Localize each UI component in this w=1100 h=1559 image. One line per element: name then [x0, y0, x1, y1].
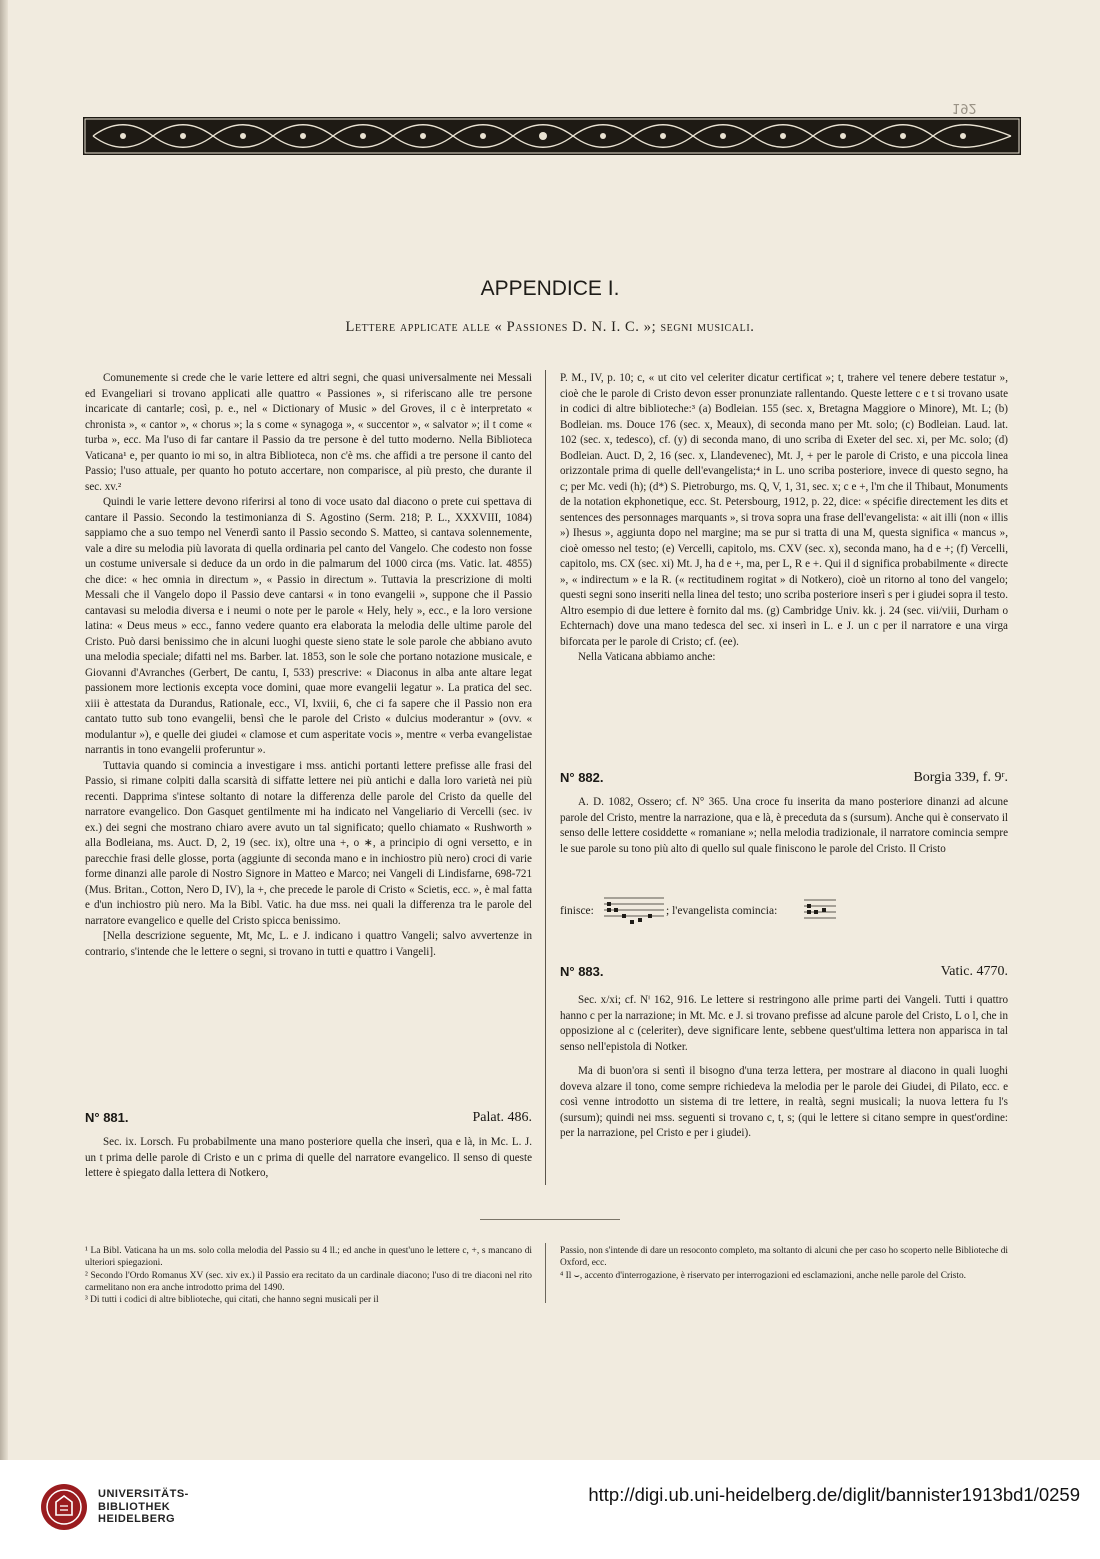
page-edge-shadow — [0, 0, 8, 1559]
paragraph: Ma di buon'ora si sentì il bisogno d'una terza lettera, per mostrare al diacono in quali luoghi doveva alzare il tono, come sempre richiedeva la melodia per le parole dei Giudei, di Pilato, ecc. e così venne introdotto un sistema di tre lettere, in realtà, segni musicali; la nuova lettera fu l's (sursum); quindi nei mss. seguenti si trovano c, t, s; (qui le lettere si citano sempre in quest'ordine: per la narrazione, pel Cristo e per i giudei). — [560, 1065, 1008, 1139]
university-seal-icon — [40, 1482, 88, 1532]
footnote: ³ Di tutti i codici di altre biblioteche, qui citati, che hanno segni musicali per il — [85, 1295, 379, 1306]
entry-881-text — [85, 1135, 532, 1182]
footnotes-right — [560, 1245, 1008, 1282]
institution-line: BIBLIOTHEK — [98, 1500, 171, 1513]
footnote-separator — [480, 1219, 620, 1220]
institution-line: HEIDELBERG — [98, 1513, 176, 1525]
paragraph: Nella Vaticana abbiamo anche: — [578, 651, 716, 663]
footnotes-left — [85, 1245, 532, 1306]
source-url-link[interactable]: http://digi.ub.uni-heidelberg.de/diglit/bannister1913bd1/0259 — [588, 1484, 1080, 1505]
footnote: Passio, non s'intende di dare un resoconto completo, ma soltanto di alcuni che per caso ho scoperto nelle Biblioteche di Oxford, ecc. — [560, 1246, 1008, 1269]
staff-evangelist-start — [804, 900, 836, 918]
entry-number: N° 881. — [85, 1110, 129, 1125]
music-label-evangelista: ; l'evangelista comincia: — [666, 905, 778, 917]
entry-883-heading — [560, 964, 1008, 979]
digitization-footer — [0, 1460, 1100, 1559]
staff-christ-ending — [604, 898, 664, 916]
ornamental-header-band — [83, 117, 1021, 155]
entry-source: Vatic. 4770. — [940, 964, 1008, 979]
entry-source: Borgia 339, f. 9ʳ. — [913, 770, 1008, 785]
paragraph: A. D. 1082, Ossero; cf. N° 365. Una croce fu inserita da mano posteriore dinanzi ad alcune parole del Cristo, mentre la narrazione, qua e là, è preceduta da s (sursum). Anche qui è conservato il senso delle lettere cosiddette « romaniane »; nella melodia tradizionale, il narratore comincia sempre le sue parole su tono più alto di quello sul quale finiscono le parole del Cristo. Il Cristo — [560, 796, 1008, 855]
page-title: APPENDICE I. — [480, 277, 620, 300]
paragraph: Sec. ix. Lorsch. Fu probabilmente una mano posteriore quella che inserì, qua e là, in Mc. L. J. un t prima delle parole di Cristo e un c prima di quelle del narratore evangelico. Il senso di queste lettere è spiegato dalla lettera di Notkero, — [85, 1136, 532, 1179]
institution-name — [98, 1488, 189, 1526]
page-subtitle: Lettere applicate alle « Passiones D. N. I. C. »; segni musicali. — [345, 319, 755, 335]
music-label-finisce: finisce: — [560, 905, 594, 917]
paragraph: [Nella descrizione seguente, Mt, Mc, L. e J. indicano i quattro Vangeli; salvo avvertenze in contrario, s'intende che le lettere o segni, si trovano in tutti e quattro i Vangeli]. — [85, 930, 532, 958]
neumes-group-1 — [607, 902, 652, 924]
paragraph: Sec. x/xi; cf. Nⁱ 162, 916. Le lettere si restringono alle prime parti dei Vangeli. Tutti i quattro hanno c per la narrazione; in Mt. Mc. e J. si trovano prefisse ad alcune parole del Cristo, L o l, che in opposizione al c (celeriter), deve significare lente, sebbene quest'ultima lettera non apparisca in tal senso nell'epistola di Notker. — [560, 994, 1008, 1053]
paragraph: Tuttavia quando si comincia a investigare i mss. antichi portanti lettere prefisse alle frasi del Passio, si rimane colpiti dalla scarsità di siffatte lettere nei più antichi e dalla loro varietà nei più recenti. Dapprima s'intese soltanto di notare la differenza delle parole del Cristo da quelle del narratore evangelico. Don Gasquet gentilmente mi ha indicato nel Vangeliario di Vercelli (sec. iv ex.) dei segni che mostrano chiaro avere avuto un tal significato; quello chiamato « Rushworth » alla Bodleiana, ms. Auct. D, 2, 19 (sec. ix), oltre una +, o ∗, a principio di ogni versetto, e in parecchie frasi delle glosse, porta (aggiunte di seconda mano e in inchiostro più nero) croci di varie forme dinanzi alle parole di Nostro Signore in Matteo e Marco; nei Vangeli di Lindisfarne, 698-721 (Mus. Britan., Cotton, Nero D, IV), la +, che precede le parole di Cristo « Scietis, ecc. », è mal fatta e d'un inchiostro più nero. Ma la Bibl. Vatic. ha due mss. nei quali la differenza tra le parole del narratore evangelico e quelle del Cristo spicca benissimo. — [85, 759, 532, 927]
entry-881-heading — [85, 1110, 532, 1125]
left-column — [85, 371, 532, 960]
entry-882-text — [560, 795, 1008, 857]
entry-number: N° 883. — [560, 964, 604, 979]
entry-882-heading — [560, 770, 1008, 785]
institution-line: UNIVERSITÄTS- — [98, 1488, 189, 1500]
music-notation-example — [560, 894, 1008, 930]
right-column — [560, 371, 1008, 666]
entry-883-text — [560, 993, 1008, 1142]
footnote: ² Secondo l'Ordo Romanus XV (sec. xiv ex.) il Passio era recitato da un cardinale diacono; l'uso di tre diaconi nel rito carmelitano non era anche introdotto prima del 1490. — [85, 1270, 532, 1293]
paragraph: Comunemente si crede che le varie lettere ed altri segni, che quasi universalmente nei Messali ed Evangeliari si trovano applicati alle quattro « Passiones », si riferiscano alle tre persone incaricate di cantarle; così, p. e., nel « Dictionary of Music » del Groves, il c è interpretato « chronista », « cantor », « chorus »; la s come « synagoga », « succentor », « salvator »; il t come « turba », ecc. Ma l'uso di far cantare il Passio da tre persone è del tutto moderno. Nella Biblioteca Vaticana¹ e, per quanto io mi so, in altra Biblioteca, non c'è ms. che affidi a tre persone il canto del Passio; l'uso attuale, per quanto ho potuto accertare, non comparisce, al più presto, che durante il sec. xv.² — [85, 372, 532, 493]
column-divider — [545, 370, 546, 1185]
paragraph: P. M., IV, p. 10; c, « ut cito vel celeriter dicatur certificat »; t, trahere vel tenere debere testatur », cioè che le parole di Cristo devon esser pronunziate rallentando. Queste lettere c e t si trovano usate in codici di altre biblioteche:³ (a) Bodleian. 155 (sec. x, Bretagna Maggiore o Minore), Mt. L; (b) Bodleian. ms. Douce 176 (sec. x, Meaux), di seconda mano per Mt. solo; (c) Bodleian. Laud. lat. 102 (sec. x, tedesco), cf. (y) di seconda mano, di uno scriba di Exeter del sec. xi, per Mc. solo; (d) Bodleian. Auct. D, 2, 16 (sec. x, Llandevenec), Mt. J, + per le parole di Cristo, e una piccola linea orizzontale prima di quelle dell'evangelista;⁴ in L. uno scriba posteriore, invece di questo segno, ha c; per Mc. vedi (h); (d*) S. Pietroburgo, ms. Q, V, 1, 31, sec. x; c e +, l'm che il Thibaut, Monuments de la notation ekphonetique, ecc. St. Petersbourg, 1912, p. 22, dice: « spécifie directement les dits et sentences des personnages marquants », si trova sopra una frase dell'evangelista: « ait illi (non « illis ») Ihesus », aggiunta dopo nel margine; ma se pur si tratta di una M, questa significa « mancus », cioè omesso nel testo; (e) Vercelli, capitolo, ms. CXV (sec. x), seconda mano, ha d e +; (f) Vercelli, capitolo, ms. CX (sec. xi) Mt. J, ha d e +, ma, per L, R e +. Qui il d significa probabilmente « directe », « indirectum » e la R. (« rectitudinem rogitat » di Notkero), cioè un ritorno al tono del vangelo; questi segni sono inseriti nella linea del testo; uno scriba posteriore inserì s per i giudei sopra il testo. Altro esempio di due lettere è fornito dal ms. (g) Cambridge Univ. kk. j. 24 (sec. vii/viii, Durham o Echternach) dove una mano tedesca del sec. xi inserì in L. e J. un c per il narratore e una virga biforcata per le parole di Cristo; cf. (ee). — [560, 372, 1008, 648]
paragraph: Quindi le varie lettere devono riferirsi al tono di voce usato dal diacono o prete cui spettava di cantare il Passio. Secondo la testimonianza di S. Agostino (Serm. 218; P. L., XXXVIII, 1084) sappiamo che a suo tempo nel Venerdì santo il Passio secondo S. Matteo, si cantava solennemente, vale a dire su melodia più lavorata di quella ordinaria pel canto del Vangelo. Che codesto non fosse un costume universale si deduce da un ordo in die palmarum del 1000 circa (ms. Vatic. lat. 4855) che dice: « hec omnia in directum », « Passio in directum ». Tuttavia la prescrizione di molti Messali che il Vangelo dopo il Passio deve cantarsi « in tono evangelii », suppone che il Passio cantavasi su melodia diversa e i neumi o note per le parole « Hely, hely », ecc., e la loro versione latina: « Deus meus » ecc., fanno vedere quanto era elaborata la melodia delle ultime parole del Cristo. Può darsi benissimo che in alcuni luoghi queste sieno state le sole parole che abbiano avuto una melodia speciale; difatti nel ms. Barber. lat. 1853, son le sole che portano notazione musicale, e Giovanni d'Avranches (Gerbert, De cantu, I, 533) prescrive: « Diaconus in alba ante altare legat passionem more lectionis excepta voce domini, quae more evangelii legatur ». La pratica del sec. xiii è attestata da Durandus, Rationale, ecc., VI, lxviii, 6, che ci fa sapere che il Passio non era cantato tutto sub tono evangelii, bensì che le parole del Cristo « dulcius moderantur » (ovv. « modulantur »), e quelle dei giudei « clamose et cum asperitate vocis », mentre « verba evangelistae narrantis in tono evangelii proferuntur ». — [85, 496, 532, 756]
entry-number: N° 882. — [560, 770, 604, 785]
footnote: ⁴ Il ⌣, accento d'interrogazione, è riservato per interrogazioni ed esclamazioni, anche nelle parole del Cristo. — [560, 1270, 967, 1281]
footnote-divider — [545, 1243, 546, 1303]
neumes-group-2 — [807, 904, 826, 914]
mirrored-page-number: 192 — [952, 100, 977, 115]
footnote: ¹ La Bibl. Vaticana ha un ms. solo colla melodia del Passio su 4 ll.; ed anche in quest'uno le lettere c, +, s mancano di ulteriori spiegazioni. — [85, 1246, 532, 1269]
entry-source: Palat. 486. — [472, 1110, 532, 1125]
